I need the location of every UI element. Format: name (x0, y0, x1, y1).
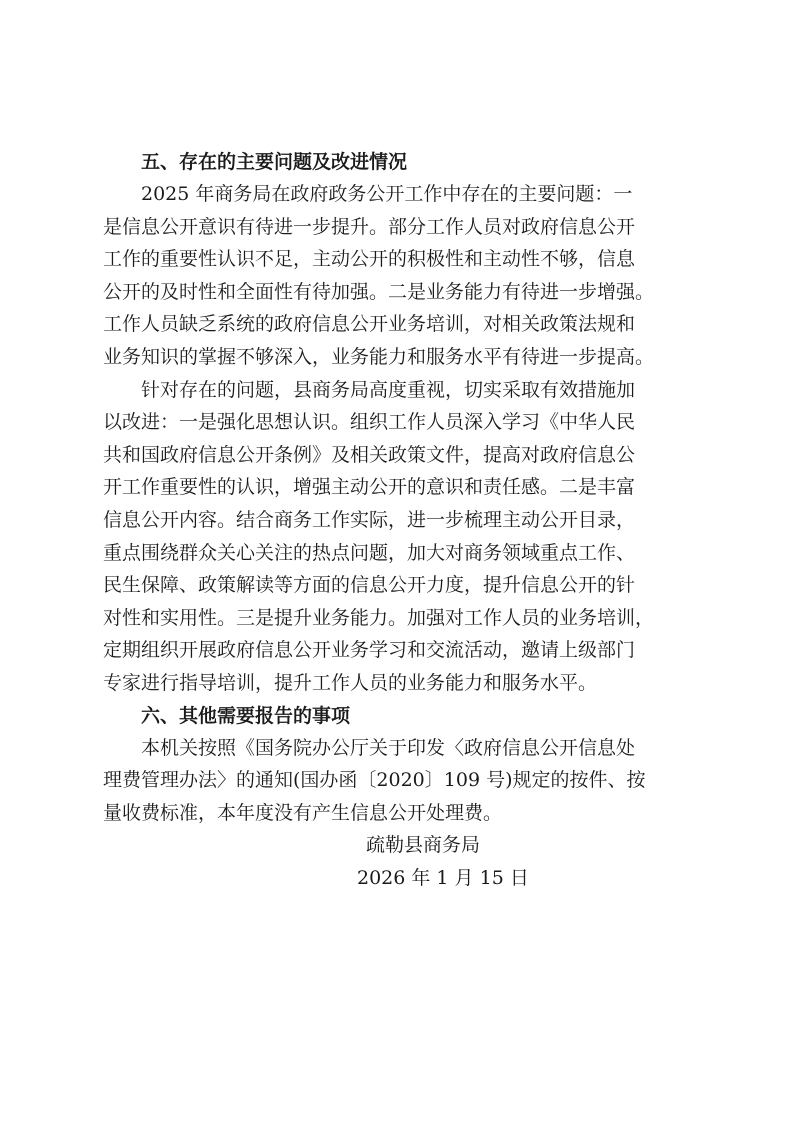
section-5-paragraph-2 (103, 374, 693, 700)
text-line: 共和国政府信息公开条例》及相关政策文件，提高对政府信息公 (103, 443, 636, 466)
text-line: 业务知识的掌握不够深入，业务能力和服务水平有待进一步提高。 (103, 345, 655, 368)
section-5-paragraph-1 (103, 178, 693, 374)
signature-block (103, 829, 693, 895)
signature-organization: 疏勒县商务局 (366, 834, 481, 857)
signature-date: 2026 年 1 月 15 日 (357, 867, 529, 890)
text-line: 本机关按照《国务院办公厅关于印发〈政府信息公开信息处 (141, 736, 636, 759)
text-line: 是信息公开意识有待进一步提升。部分工作人员对政府信息公开 (103, 215, 636, 238)
text-line: 以改进：一是强化思想认识。组织工作人员深入学习《中华人民 (103, 411, 636, 434)
section-6-heading: 六、其他需要报告的事项 (141, 704, 351, 727)
text-line: 理费管理办法〉的通知(国办函〔2020〕109 号)规定的按件、按 (103, 769, 646, 792)
text-line: 针对存在的问题，县商务局高度重视，切实采取有效措施加 (141, 378, 636, 401)
text-line: 公开的及时性和全面性有待加强。二是业务能力有待进一步增强。 (103, 280, 655, 303)
text-line: 对性和实用性。三是提升业务能力。加强对工作人员的业务培训， (103, 606, 655, 629)
text-line: 工作的重要性认识不足，主动公开的积极性和主动性不够，信息 (103, 248, 636, 271)
document-page (103, 146, 693, 895)
text-line: 民生保障、政策解读等方面的信息公开力度，提升信息公开的针 (103, 574, 636, 597)
section-5-heading: 五、存在的主要问题及改进情况 (141, 151, 408, 173)
section-6-paragraph-1 (103, 732, 693, 830)
text-line: 2025 年商务局在政府政务公开工作中存在的主要问题：一 (141, 183, 633, 205)
text-line: 工作人员缺乏系统的政府信息公开业务培训，对相关政策法规和 (103, 313, 636, 336)
text-line: 开工作重要性的认识，增强主动公开的意识和责任感。二是丰富 (103, 476, 636, 499)
text-line: 定期组织开展政府信息公开业务学习和交流活动，邀请上级部门 (103, 639, 636, 662)
text-line: 信息公开内容。结合商务工作实际，进一步梳理主动公开目录， (103, 508, 636, 531)
text-line: 量收费标准，本年度没有产生信息公开处理费。 (103, 801, 503, 824)
text-line: 专家进行指导培训，提升工作人员的业务能力和服务水平。 (103, 671, 598, 694)
text-line: 重点围绕群众关心关注的热点问题，加大对商务领域重点工作、 (103, 541, 636, 564)
